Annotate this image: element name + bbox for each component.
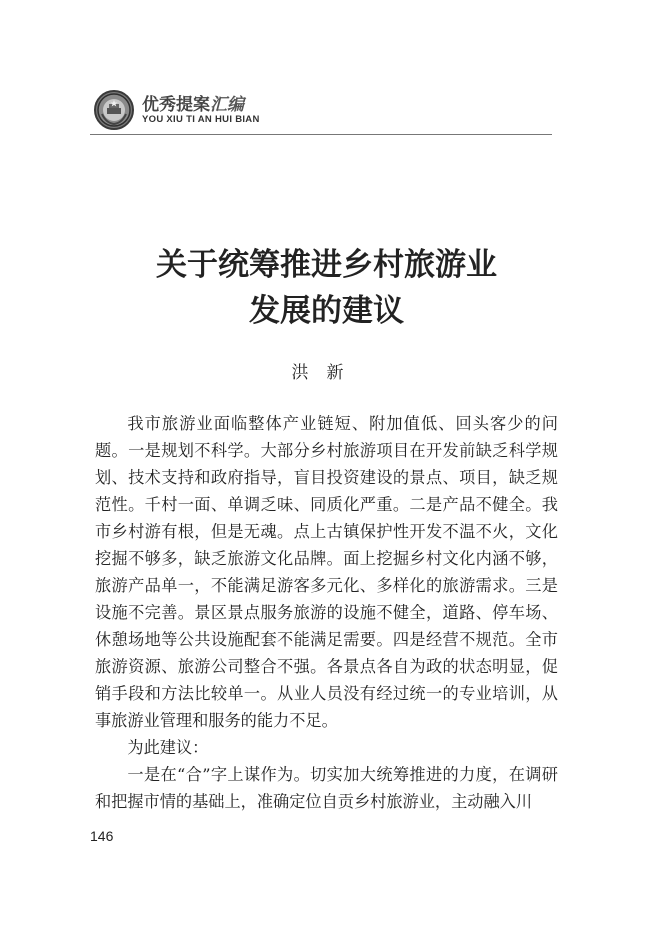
running-header (90, 86, 550, 136)
national-emblem-icon (94, 90, 134, 130)
body-paragraph-3: 一是在“合”字上谋作为。切实加大统筹推进的力度，在调研和把握市情的基础上，准确定位自贡乡村旅游业，主动融入川 (95, 765, 558, 811)
body-paragraph-2: 为此建议： (127, 738, 209, 757)
header-title-en: YOU XIU TI AN HUI BIAN (142, 114, 260, 125)
article-title-line-2: 发展的建议 (249, 293, 404, 329)
body-paragraph-1: 我市旅游业面临整体产业链短、附加值低、回头客少的问题。一是规划不科学。大部分乡村旅游项目在开发前缺乏科学规划、技术支持和政府指导，盲目投资建设的景点、项目，缺乏规范性。千村一面、单调乏味、同质化严重。二是产品不健全。我市乡村游有根，但是无魂。点上古镇保护性开发不温不火，文化挖掘不够多，缺乏旅游文化品牌。面上挖掘乡村文化内涵不够，旅游产品单一，不能满足游客多元化、多样化的旅游需求。三是设施不完善。景区景点服务旅游的设施不健全，道路、停车场、休憩场地等公共设施配套不能满足需要。四是经营不规范。全市旅游资源、旅游公司整合不强。各景点各自为政的状态明显，促销手段和方法比较单一。从业人员没有经过统一的专业培训，从事旅游业管理和服务的能力不足。 (95, 414, 558, 730)
article-title-line-1: 关于统筹推进乡村旅游业 (156, 247, 497, 283)
header-divider (90, 134, 552, 135)
emblem-graphic (96, 92, 132, 128)
article-author: 洪新 (291, 363, 362, 383)
page-number: 146 (90, 828, 114, 844)
article-body (95, 410, 558, 815)
header-title-main: 优秀提案 (142, 95, 210, 115)
header-title-script: 汇编 (210, 95, 244, 115)
header-title-cn (142, 90, 244, 115)
article-title (40, 242, 613, 334)
